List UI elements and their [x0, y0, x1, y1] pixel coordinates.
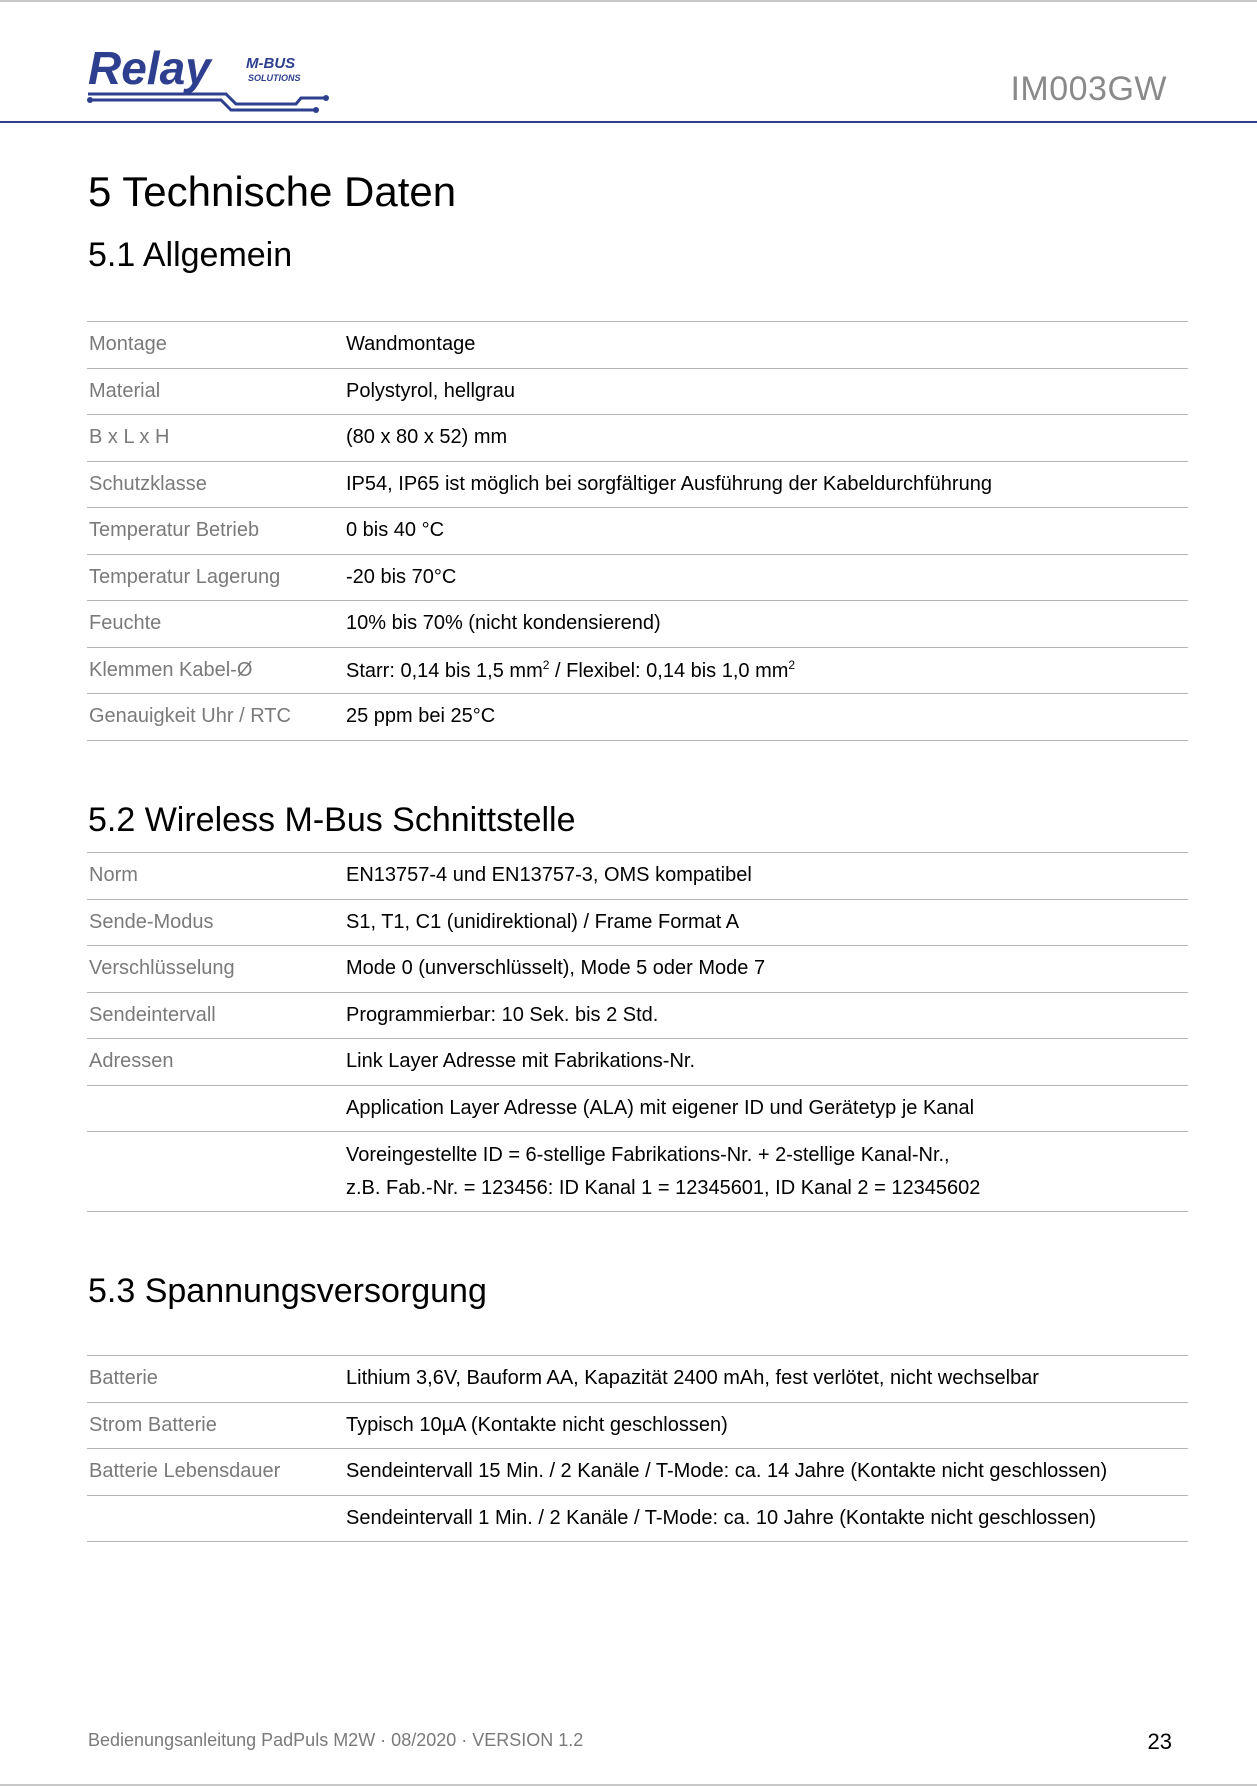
row-label: Schutzklasse	[89, 472, 207, 495]
table-row	[87, 508, 1188, 555]
spec-table-wireless	[87, 852, 1188, 1212]
document-id: IM003GW	[1010, 70, 1167, 108]
section-heading-spannungsversorgung: 5.3 Spannungsversorgung	[88, 1272, 487, 1310]
table-row	[87, 853, 1188, 900]
table-row	[87, 1086, 1188, 1133]
row-label: Temperatur Betrieb	[89, 519, 260, 542]
row-value: Application Layer Adresse (ALA) mit eigener ID und Gerätetyp je Kanal	[346, 1096, 975, 1119]
row-value	[346, 1139, 1188, 1205]
row-value: (80 x 80 x 52) mm	[346, 426, 508, 449]
table-row	[87, 462, 1188, 509]
logo-sub2: SOLUTIONS	[248, 73, 301, 83]
superscript: 2	[542, 657, 550, 672]
row-value: 0 bis 40 °C	[346, 519, 445, 542]
row-value: EN13757-4 und EN13757-3, OMS kompatibel	[346, 864, 752, 887]
page-header	[0, 0, 1257, 124]
row-value: Lithium 3,6V, Bauform AA, Kapazität 2400 mAh, fest verlötet, nicht wechselbar	[346, 1367, 1039, 1390]
row-label: Strom Batterie	[89, 1413, 217, 1436]
row-label: Temperatur Lagerung	[89, 565, 281, 588]
row-label: Batterie Lebensdauer	[89, 1460, 281, 1483]
row-value: Mode 0 (unverschlüsselt), Mode 5 oder Mode 7	[346, 957, 766, 980]
row-label: Feuchte	[89, 612, 162, 635]
row-value: Polystyrol, hellgrau	[346, 379, 515, 402]
table-row	[87, 1496, 1188, 1543]
table-row	[87, 555, 1188, 602]
row-value: Programmierbar: 10 Sek. bis 2 Std.	[346, 1003, 659, 1026]
table-row	[87, 1132, 1188, 1212]
row-value: IP54, IP65 ist möglich bei sorgfältiger Ausführung der Kabeldurchführung	[346, 472, 992, 495]
row-value: S1, T1, C1 (unidirektional) / Frame Format A	[346, 910, 740, 933]
table-row	[87, 1039, 1188, 1086]
chapter-title: 5 Technische Daten	[88, 168, 457, 215]
table-row	[87, 322, 1188, 369]
section-heading-wireless: 5.2 Wireless M-Bus Schnittstelle	[88, 801, 576, 839]
row-label: Verschlüsselung	[89, 957, 235, 980]
superscript: 2	[788, 657, 796, 672]
row-value: Typisch 10µA (Kontakte nicht geschlossen)	[346, 1413, 728, 1436]
table-row	[87, 900, 1188, 947]
row-label: Klemmen Kabel-Ø	[89, 658, 253, 681]
table-row	[87, 415, 1188, 462]
row-value: 25 ppm bei 25°C	[346, 705, 496, 728]
value-part: Starr: 0,14 bis 1,5 mm	[346, 659, 543, 682]
row-label: Montage	[89, 333, 167, 356]
spec-table-spannungsversorgung	[87, 1355, 1188, 1542]
row-label: Adressen	[89, 1050, 174, 1073]
table-row	[87, 694, 1188, 741]
value-line: Voreingestellte ID = 6-stellige Fabrikations-Nr. + 2-stellige Kanal-Nr.,	[346, 1143, 950, 1166]
table-row	[87, 1356, 1188, 1403]
row-label: Norm	[89, 864, 138, 887]
value-line: z.B. Fab.-Nr. = 123456: ID Kanal 1 = 12345601, ID Kanal 2 = 12345602	[346, 1176, 981, 1199]
row-label: B x L x H	[89, 426, 170, 449]
table-row	[87, 369, 1188, 416]
table-row	[87, 1449, 1188, 1496]
row-label: Material	[89, 379, 161, 402]
row-value: Link Layer Adresse mit Fabrikations-Nr.	[346, 1050, 696, 1073]
row-label: Sendeintervall	[89, 1003, 216, 1026]
relay-logo	[86, 44, 336, 116]
footer-text: Bedienungsanleitung PadPuls M2W · 08/2020 · VERSION 1.2	[88, 1730, 584, 1750]
spec-table-allgemein	[87, 321, 1188, 741]
row-label: Batterie	[89, 1367, 158, 1390]
table-row	[87, 601, 1188, 648]
header-rule	[0, 121, 1257, 123]
value-part: / Flexibel: 0,14 bis 1,0 mm	[549, 659, 789, 682]
row-value: 10% bis 70% (nicht kondensierend)	[346, 612, 661, 635]
row-label: Genauigkeit Uhr / RTC	[89, 705, 291, 728]
row-label: Sende-Modus	[89, 910, 214, 933]
section-heading-allgemein: 5.1 Allgemein	[88, 236, 293, 274]
table-row	[87, 648, 1188, 695]
row-value: Sendeintervall 1 Min. / 2 Kanäle / T-Mode: ca. 10 Jahre (Kontakte nicht geschlossen)	[346, 1506, 1097, 1529]
row-value	[346, 658, 1188, 683]
table-row	[87, 946, 1188, 993]
row-value: Sendeintervall 15 Min. / 2 Kanäle / T-Mode: ca. 14 Jahre (Kontakte nicht geschlossen)	[346, 1460, 1108, 1483]
table-row	[87, 993, 1188, 1040]
table-row	[87, 1403, 1188, 1450]
logo-text: Relay	[88, 44, 211, 94]
row-value: -20 bis 70°C	[346, 565, 457, 588]
row-value: Wandmontage	[346, 333, 476, 356]
logo-sub1: M-BUS	[246, 55, 296, 72]
page-number: 23	[1147, 1729, 1172, 1754]
